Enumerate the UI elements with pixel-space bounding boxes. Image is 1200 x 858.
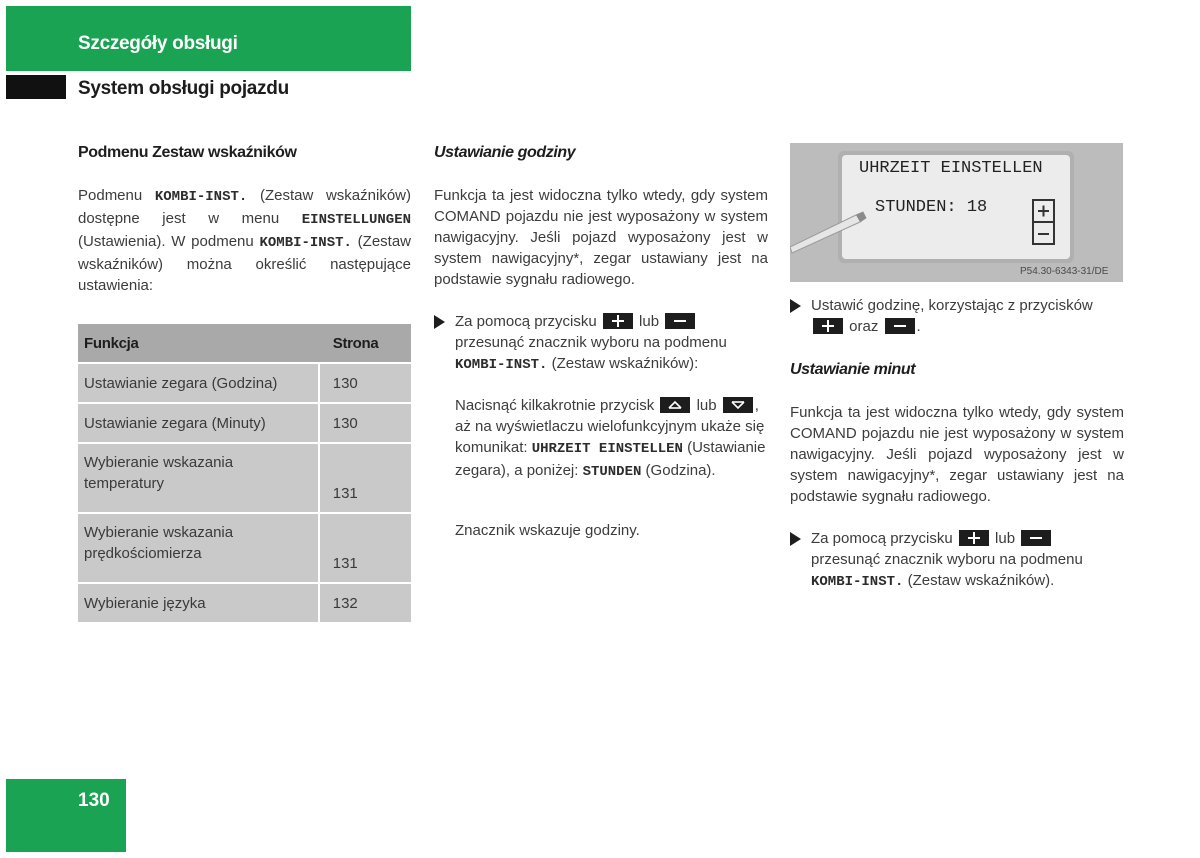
set-hour-intro: Funkcja ta jest widoczna tylko wtedy, gdy system COMAND pojazdu nie jest wyposażony w system nawigacyjny. Jeśli pojazd wyposażony jest w system nawigacyjny*, zegar ustawiany jest na podstawie sygnału radiowego. (434, 187, 768, 288)
code-kombi-inst: KOMBI-INST. (455, 357, 548, 373)
table-cell-function: Wybieranie wskazania temperatury (78, 443, 319, 513)
table-row (78, 363, 411, 403)
display-line-title: UHRZEIT EINSTELLEN (859, 159, 1043, 178)
minus-key-icon (885, 318, 915, 334)
subsection-marker (6, 75, 66, 99)
bullet-arrow-icon (790, 532, 801, 546)
table-row (78, 583, 411, 623)
table-cell-page: 132 (319, 583, 411, 623)
table-cell-page: 131 (319, 443, 411, 513)
minus-key-icon (1021, 530, 1051, 546)
code-uhrzeit-einstellen: UHRZEIT EINSTELLEN (531, 441, 683, 457)
table-header-page: Strona (319, 324, 411, 363)
subsection-title: System obsługi pojazdu (78, 78, 289, 99)
set-hour-press: Nacisnąć kilkakrotnie przycisk lub , aż na wyświetlaczu wielofunkcyjnym ukaże się komunikat: UHRZEIT EINSTELLEN (Ustawianie zegara), a poniżej: STUNDEN (Godzina). (455, 397, 766, 480)
plus-key-icon (603, 313, 633, 329)
down-key-icon (723, 397, 753, 413)
section-title: Szczegóły obsługi (78, 33, 238, 54)
table-cell-page: 130 (319, 363, 411, 403)
set-minutes-intro: Funkcja ta jest widoczna tylko wtedy, gdy system COMAND pojazdu nie jest wyposażony w system nawigacyjny. Jeśli pojazd wyposażony jest w system nawigacyjny*, zegar ustawiany jest na podstawie sygnału radiowego. (790, 404, 1124, 505)
minus-key-icon (665, 313, 695, 329)
table-row (78, 403, 411, 443)
code-kombi-inst: KOMBI-INST. (154, 189, 248, 205)
up-key-icon (660, 397, 690, 413)
plus-key-icon (959, 530, 989, 546)
set-minutes-heading: Ustawianie minut (790, 361, 916, 378)
table-cell-function: Ustawianie zegara (Minuty) (78, 403, 319, 443)
table-cell-function: Wybieranie wskazania prędkościomierza (78, 513, 319, 583)
table-row (78, 443, 411, 513)
table-row (78, 513, 411, 583)
code-kombi-inst: KOMBI-INST. (811, 574, 904, 590)
table-header-function: Funkcja (78, 324, 319, 363)
code-einstellungen: EINSTELLUNGEN (301, 212, 411, 228)
table-cell-function: Wybieranie języka (78, 583, 319, 623)
image-caption: P54.30-6343-31/DE (1020, 266, 1109, 277)
set-hour-note: Znacznik wskazuje godziny. (455, 522, 640, 539)
multifunction-display-image (790, 143, 1123, 282)
bullet-arrow-icon (790, 299, 801, 313)
table-header-row (78, 324, 411, 363)
plus-key-icon (813, 318, 843, 334)
submenu-intro: Podmenu KOMBI-INST. (Zestaw wskaźników) dostępne jest w menu EINSTELLUNGEN (Ustawienia). W podmenu KOMBI-INST. (Zestaw wskaźników) można określić następujące ustawienia: (78, 187, 411, 294)
set-hour-heading: Ustawianie godziny (434, 144, 576, 161)
table-cell-function: Ustawianie zegara (Godzina) (78, 363, 319, 403)
table-cell-page: 131 (319, 513, 411, 583)
set-hour-adjust-step: Ustawić godzinę, korzystając z przycisków oraz . (790, 295, 1124, 337)
display-line-hours: STUNDEN: 18 (875, 198, 988, 217)
submenu-heading: Podmenu Zestaw wskaźników (78, 144, 297, 161)
page-number: 130 (78, 790, 110, 811)
set-hour-step: Za pomocą przycisku lub przesunąć znacznik wyboru na podmenu KOMBI-INST. (Zestaw wskaźników): (434, 311, 768, 376)
table-cell-page: 130 (319, 403, 411, 443)
code-kombi-inst: KOMBI-INST. (259, 235, 352, 251)
function-table (78, 324, 411, 624)
bullet-arrow-icon (434, 315, 445, 329)
set-minutes-step: Za pomocą przycisku lub przesunąć znacznik wyboru na podmenu KOMBI-INST. (Zestaw wskaźników). (790, 528, 1124, 593)
code-stunden: STUNDEN (582, 464, 642, 480)
